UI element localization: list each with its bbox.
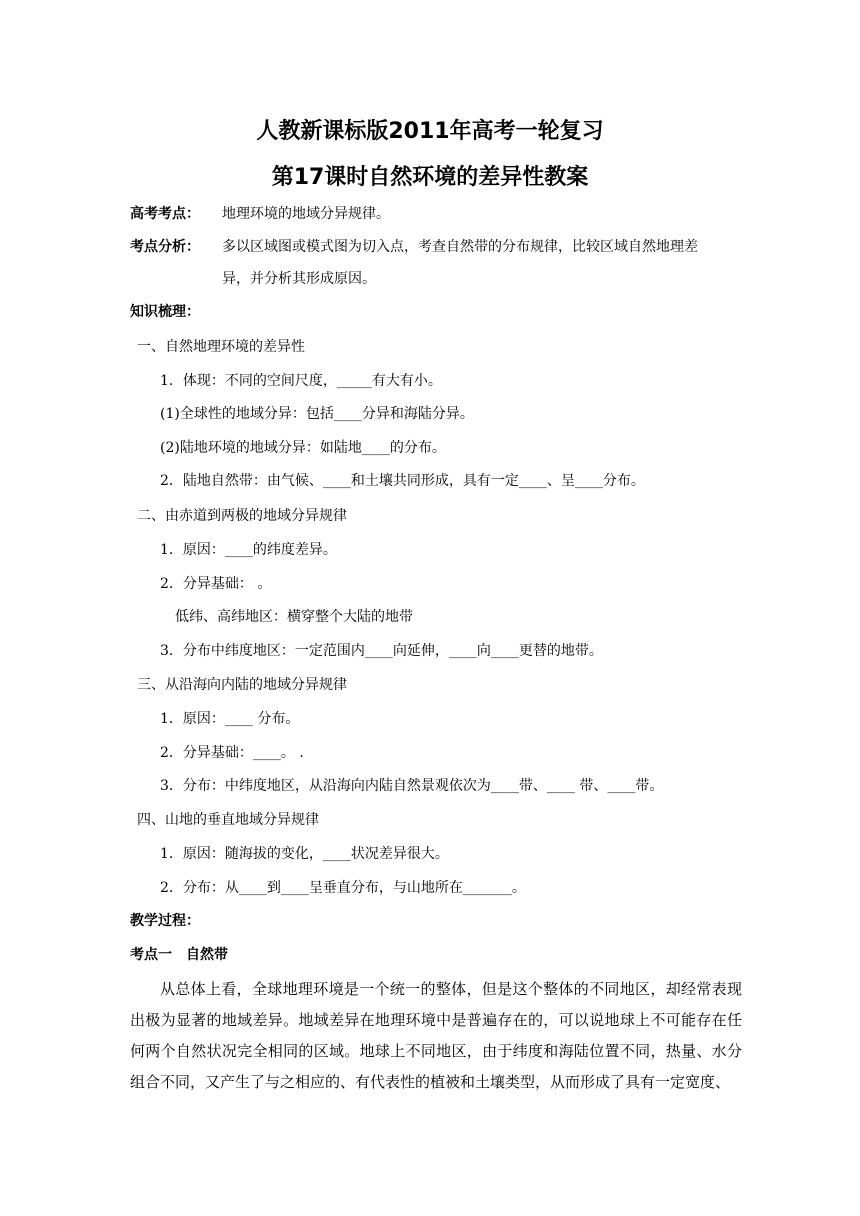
body-paragraph: 从总体上看，全球地理环境是一个统一的整体，但是这个整体的不同地区，却经常表现出极为显著的地域差异。地域差异在地理环境中是普遍存在的，可以说地球上不可能存在任何两个自然状况完全相同的区域。地球上不同地区，由于纬度和海陆位置不同，热量、水分组合不同，又产生了与之相应的、有代表性的植被和土壤类型，从而形成了具有一定宽度、 (130, 980, 742, 1091)
section-item: (2)陆地环境的地域分异：如陆地____的分布。 (160, 440, 446, 456)
section-item: 3．分布中纬度地区：一定范围内____向延伸，____向____更替的地带。 (160, 643, 603, 659)
section-heading-3: 三、从沿海向内陆的地域分异规律 (137, 677, 347, 693)
section-item: 1．体现：不同的空间尺度，_____有大有小。 (160, 373, 442, 389)
document-title: 人教新课标版2011年高考一轮复习 (256, 119, 604, 144)
teaching-process-label: 教学过程： (130, 913, 200, 929)
section-item: 2．分异基础：____。 . (160, 745, 304, 761)
section-item: 1．原因：随海拔的变化，____状况差异很大。 (160, 846, 449, 862)
exam-point-text: 地理环境的地域分异规律。 (222, 206, 390, 222)
section-item: 2．陆地自然带：由气候、____和土壤共同形成，具有一定____、呈____分布。 (160, 473, 645, 489)
section-heading-4: 四、山地的垂直地域分异规律 (137, 812, 319, 828)
analysis-label: 考点分析： (130, 239, 200, 255)
analysis-text-2: 异，并分析其形成原因。 (222, 271, 376, 287)
section-item: 3．分布：中纬度地区，从沿海向内陆自然景观依次为____带、____ 带、____带。 (160, 778, 664, 794)
section-item: (1)全球性的地域分异：包括____分异和海陆分异。 (160, 406, 474, 422)
knowledge-label: 知识梳理： (130, 304, 200, 320)
section-item: 2．分布：从____到____呈垂直分布，与山地所在_______。 (160, 880, 526, 896)
exam-point-label: 高考考点： (130, 206, 200, 222)
kaodian-one-heading: 考点一 自然带 (130, 947, 228, 963)
analysis-text-1: 多以区域图或模式图为切入点，考查自然带的分布规律，比较区域自然地理差 (222, 239, 698, 255)
document-subtitle: 第17课时自然环境的差异性教案 (271, 165, 589, 190)
section-item: 1．原因：____的纬度差异。 (160, 542, 337, 558)
section-item: 1．原因：____ 分布。 (160, 711, 300, 727)
section-heading-2: 二、由赤道到两极的地域分异规律 (137, 508, 347, 524)
section-item: 低纬、高纬地区：横穿整个大陆的地带 (175, 609, 413, 625)
section-heading-1: 一、自然地理环境的差异性 (137, 339, 305, 355)
section-item: 2．分异基础： 。 (160, 576, 272, 592)
